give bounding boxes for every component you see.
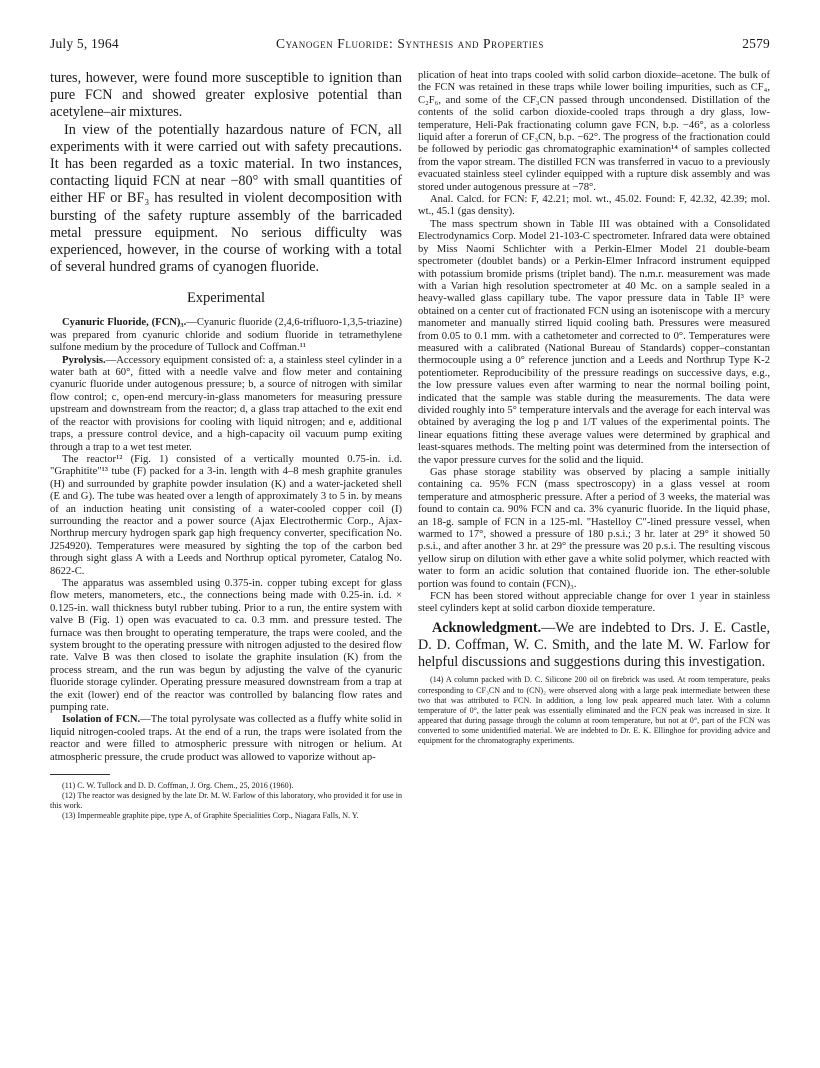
acknowledgment-body: —We are indebted to Drs. J. E. Castle, D. D. Coffman, W. C. Smith, and the late M. W. Farlow for helpful discussions and suggestions during this investigation.	[418, 619, 770, 671]
analysis-paragraph: Anal. Calcd. for FCN: F, 42.21; mol. wt., 45.02. Found: F, 42.32, 42.39; mol. wt., 45.1 (gas density).	[418, 194, 770, 218]
experimental-heading: Experimental	[186, 290, 266, 307]
footnote-rule	[50, 774, 110, 775]
footnote-11: (11) C. W. Tullock and D. D. Coffman, J. Org. Chem., 25, 2016 (1960).	[62, 781, 294, 791]
footnote-13: (13) Impermeable graphite pipe, type A, of Graphite Specialities Corp., Niagara Falls, N. Y.	[62, 811, 359, 821]
pyrolysis-lead: Pyrolysis.	[62, 354, 106, 366]
footnote-14: (14) A column packed with D. C. Silicone 200 oil on firebrick was used. At room temperature, peaks corresponding to CF₃CN and to (CN)₂ were observed along with a large peak intermediate between these two that was attributed to FCN. In addition, a long low peak appeared much later. With a column temperature of 0°, the latter peak was essentially eliminated and the FCN peak was increased in size. It appeared that during passage through the column at room temperature, but not at 0°, part of the FCN was converted to some unidentified material. We are indebted to Dr. E. K. Ellinghoe for providing advice and equipment for the chromatography experiments.	[418, 675, 770, 746]
apparatus-paragraph: The apparatus was assembled using 0.375-in. copper tubing except for glass flow meters, manometers, etc., the connections being made with 0.25-in. i.d. × 0.125-in. wall thickness butyl rubber tubing. Prior to a run, the entire system with valve B (Fig. 1) open was evacuated to ca. 0.3 mm. and pressure tested. The furnace was then brought to operating temperature, the traps were cooled, and the system brought to the operating pressure with nitrogen adjusted to the desired flow rate. Valve B was then closed to isolate the graphite insulation (K) from the process stream, and the run was begun by adjusting the valve of the cyanuric fluoride storage cylinder. Operating pressure measured downstream from a trap at the exit (lower) end of the reactor was controlled by balancing flow rates and pumping rate.	[50, 577, 402, 714]
left-column	[50, 70, 402, 821]
spectroscopy-paragraph: The mass spectrum shown in Table III was obtained with a Consolidated Electrodynamics Corp. Model 21-103-C spectrometer. Infrared data were obtained by Miss Naomi Schlichter with a Perkin-Elmer Model 21 double-beam spectrometer (doublet bands) or a Perkin-Elmer Infracord instrument equipped with potassium bromide prisms (triplet band). The n.m.r. measurement was made with a Varian high resolution spectrometer at 40 Mc. on a sample sealed in a heavy-walled glass capillary tube. The vapor pressure data in Table II³ were obtained on a center cut of fractionated FCN using an isoteniscope with a mercury manometer and manually stirred liquid cooling bath. Pressures were measured from 0.05 to 0.1 mm. with a cathetometer and corrected to 0°. Temperatures were measured with a calibrated (National Bureau of Standards) copper–constantan thermocouple using a 0° reference junction and a Leeds and Northrup Type K-2 potentiometer. Reproducibility of the pressure readings on successive days, e.g., the low pressure values even after warming to near the normal boiling point, indicated that the sample was stable during the measurements. The data were divided roughly into 5° temperature intervals and the average for each interval was obtained by averaging the log p and 1/T values of the experimental points. The linear equations fitting these average values were determined by graphical and least-squares methods. The melting point was determined from the intersection of the vapor pressure curves for the solid and the liquid.	[418, 218, 770, 466]
intro-paragraph-continued: tures, however, were found more susceptible to ignition than pure FCN and showed greater explosive potential than acetylene–air mixtures.	[50, 70, 402, 121]
issue-date: July 5, 1964	[50, 36, 119, 51]
acknowledgment-lead: Acknowledgment.	[432, 619, 542, 636]
reactor-paragraph: The reactor¹² (Fig. 1) consisted of a vertically mounted 0.75-in. i.d. "Graphitite"¹³ tube (F) packed for a 3-in. length with 4–8 mesh graphite granules (H) and surrounded by graphite powder insulation (K) and a water-jacketed shell (E and G). The tube was heated over a length of approximately 3 to 5 in. by means of an induction heating unit consisting of a water-cooled copper coil (I) surrounding the reactor and a power source (Ajax Electrothermic Corp., Ajax-Northrup mercury hydrogen spark gap high frequency converter, specification No. J254920). Temperatures were measured by sighting the top of the carbon bed through sight glass A with a Leeds and Northrup optical pyrometer, Catalog No. 8622-C.	[50, 453, 402, 577]
cyanuric-fluoride-lead: Cyanuric Fluoride, (FCN)₃.	[62, 317, 187, 329]
running-title: Cyanogen Fluoride: Synthesis and Properties	[275, 36, 545, 51]
isolation-lead: Isolation of FCN.	[62, 714, 141, 726]
page-number: 2579	[742, 36, 770, 51]
cyanuric-fluoride-body: —Cyanuric fluoride (2,4,6-trifluoro-1,3,5-triazine) was prepared from cyanuric chloride and sodium fluoride in tetramethylene sulfone medium by the procedure of Tullock and Coffman.¹¹	[50, 317, 402, 354]
running-head	[50, 36, 770, 56]
footnote-12: (12) The reactor was designed by the late Dr. M. W. Farlow of this laboratory, who provided it for use in this work.	[50, 791, 402, 811]
safety-paragraph: In view of the potentially hazardous nature of FCN, all experiments with it were carried out with safety precautions. It has been regarded as a toxic material. In two instances, contacting liquid FCN at near −80° with small quantities of either HF or BF₃ has resulted in violent decomposition with bursting of the safety rupture assembly of the barricaded metal pressure equipment. No serious difficulty was experienced, however, in the course of working with a total of several hundred grams of cyanogen fluoride.	[50, 121, 402, 276]
acknowledgment-paragraph	[418, 620, 770, 672]
pyrolysis-body: —Accessory equipment consisted of: a, a stainless steel cylinder in a water bath at 60°, fitted with a needle valve and flow meter and containing cyanuric fluoride under autogenous pressure; b, a source of nitrogen with similar flow control; c, open-end mercury-in-glass manometers for measuring pressure upstream and downstream from the reactor; d, a glass trap attached to the exit end of the reactor with provisions for cooling with liquid nitrogen; and e, additional traps, a pressure control device, and a high-capacity oil vacuum pump exiting through a trap to a wet test meter.	[50, 354, 402, 453]
long-term-storage-paragraph: FCN has been stored without appreciable change for over 1 year in stainless steel cylinders kept at solid carbon dioxide temperature.	[418, 591, 770, 615]
cyanuric-fluoride-paragraph	[50, 317, 402, 354]
isolation-body: —The total pyrolysate was collected as a fluffy white solid in liquid nitrogen-cooled traps. At the end of a run, the traps were isolated from the reactor and were filled to atmospheric pressure with nitrogen or helium. At atmospheric pressure, the crude product was allowed to vaporize without ap-	[50, 714, 403, 763]
storage-stability-paragraph: Gas phase storage stability was observed by placing a sample initially containing ca. 95% FCN (mass spectroscopy) in a glass vessel at room temperature and atmospheric pressure. After a period of 3 weeks, the material was found to contain ca. 90% FCN and ca. 3% cyanuric fluoride. In the liquid phase, an 18-g. sample of FCN in a 125-ml. "Hastelloy C"-lined pressure vessel, when warmed to 17°, showed a pressure of 180 p.s.i.; 3 hr. later at 29° it showed 50 p.s.i., and after another 3 hr. at 29° the pressure was 20 p.s.i. The resulting viscous yellow sirup on dilution with ether gave a white solid polymer, which reacted with water to form an acidic solution that contained fluoride ion. The ether-soluble portion was found to contain (FCN)₃.	[418, 467, 770, 590]
pyrolysis-paragraph	[50, 355, 402, 454]
distillation-paragraph: plication of heat into traps cooled with solid carbon dioxide–acetone. The bulk of the FCN was retained in these traps while lower boiling impurities, such as CF₄, C₂F₆, and some of the CF₃CN passed through uncondensed. Distillation of the contents of the solid carbon dioxide-cooled traps through a dry glass, low-temperature, Heli-Pak fractionating column gave FCN, b.p. −46°, as a colorless liquid after a forerun of CF₃CN, b.p. −62°. The progress of the fractionation could be followed by periodic gas chromatographic examination¹⁴ of samples collected from the vapor stream. The distilled FCN was transferred in vacuo to a previously evacuated stainless steel cylinder equipped with a rupture disk assembly and was stored under autogenous pressure at −78°.	[418, 70, 770, 193]
right-column	[418, 70, 770, 746]
isolation-paragraph	[50, 714, 402, 764]
